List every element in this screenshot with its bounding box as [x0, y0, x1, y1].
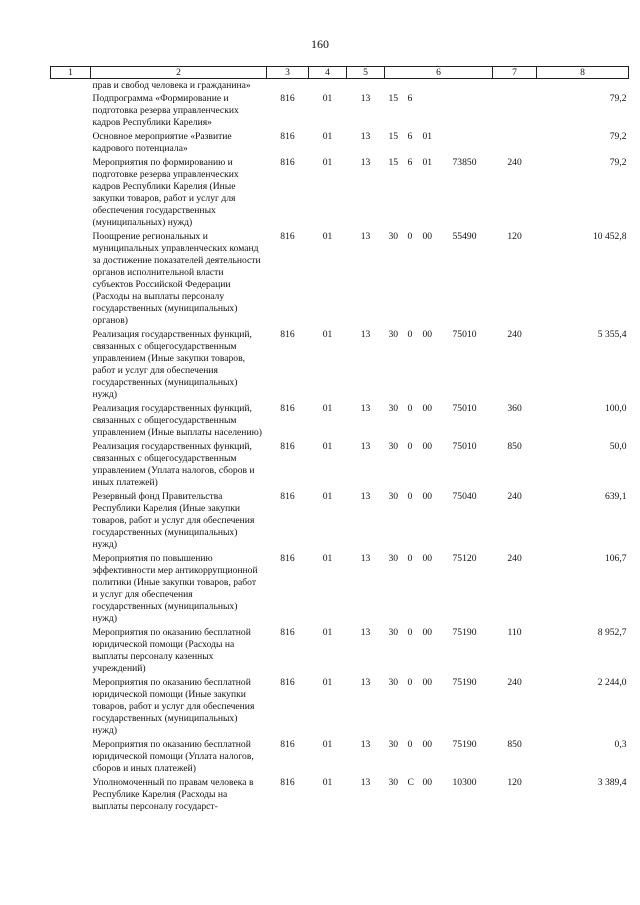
- cell-subsection: 13: [360, 441, 371, 452]
- cell-target-event: 00: [422, 329, 433, 340]
- col-header-3: 3: [267, 67, 309, 79]
- cell-target-event: 00: [422, 553, 433, 564]
- cell-target-direction: 75010: [452, 403, 477, 414]
- cell-name: Мероприятия по формированию и подготовке резерва управленческих кадров Республики Карелия (Иные закупки товаров, работ и услуг для обеспечения государственных (муниципальных) нужд): [92, 157, 239, 228]
- cell-name: Реализация государственных функций, связанных с общегосударственным управлением (Иные выплаты населению): [92, 403, 262, 438]
- cell-section: 01: [322, 403, 333, 414]
- cell-section: 01: [322, 157, 333, 168]
- cell-target-program: 30: [388, 231, 399, 242]
- table-row: [51, 677, 629, 739]
- cell-admin-code: 816: [280, 157, 295, 168]
- cell-amount: 106,7: [604, 553, 627, 564]
- table-row: [51, 131, 629, 157]
- cell-target-event: 01: [422, 131, 433, 142]
- cell-section: 01: [322, 93, 333, 104]
- table-row: [51, 491, 629, 553]
- cell-expense-type: [493, 93, 537, 131]
- cell-target-program: 15: [388, 157, 399, 168]
- cell-target-direction: 55490: [452, 231, 477, 242]
- cell-col1: [51, 627, 91, 677]
- header-row: [51, 67, 629, 79]
- cell-name: Реализация государственных функций, связанных с общегосударственным управлением (Иные закупки товаров, работ и услуг для обеспечения государственных (муниципальных) нужд): [92, 329, 252, 400]
- cell-subsection: 13: [360, 677, 371, 688]
- cell-subsection: 13: [360, 157, 371, 168]
- cell-target-event: 00: [422, 231, 433, 242]
- cell-subsection: 13: [360, 231, 371, 242]
- cell-target-event: 00: [422, 777, 433, 788]
- cell-amount: 50,0: [609, 441, 627, 452]
- cell-target-subprogram: 0: [407, 231, 413, 242]
- cell-target-event: 00: [422, 677, 433, 688]
- cell-expense-type: 360: [507, 403, 522, 414]
- cell-amount: 2 244,0: [597, 677, 627, 688]
- table-row: [51, 777, 629, 815]
- cell-target-program: 30: [388, 441, 399, 452]
- cell-admin-code: 816: [280, 777, 295, 788]
- cell-target-program: 30: [388, 329, 399, 340]
- cell-expense-type: 850: [507, 739, 522, 750]
- table-row: [51, 329, 629, 403]
- cell-section: 01: [322, 441, 333, 452]
- cell-name: Основное мероприятие «Развитие кадрового потенциала»: [92, 131, 232, 154]
- cell-target-direction: 75040: [452, 491, 477, 502]
- table-row: [51, 231, 629, 329]
- col-header-8: 8: [537, 67, 629, 79]
- cell-col1: [51, 231, 91, 329]
- cell-target-program: 30: [388, 491, 399, 502]
- cell-col1: [51, 777, 91, 815]
- cell-subsection: 13: [360, 403, 371, 414]
- table-row: [51, 93, 629, 131]
- cell-name: Резервный фонд Правительства Республики Карелия (Иные закупки товаров, работ и услуг для обеспечения государственных (муниципальных) нужд): [92, 491, 255, 550]
- cell-section: 01: [322, 627, 333, 638]
- cell-admin-code: 816: [280, 403, 295, 414]
- cell-target-program: 15: [388, 131, 399, 142]
- cell-section: 01: [322, 329, 333, 340]
- continuation-row: [51, 79, 629, 94]
- cell-admin-code: 816: [280, 329, 295, 340]
- cell-target-direction: 10300: [452, 777, 477, 788]
- col-header-2: 2: [91, 67, 267, 79]
- cell-amount: 79,2: [609, 157, 627, 168]
- cell-admin-code: 816: [280, 677, 295, 688]
- cell-amount: 79,2: [609, 93, 627, 104]
- cell-target-program: 30: [388, 739, 399, 750]
- cell-expense-type: 120: [507, 231, 522, 242]
- cell-name: Мероприятия по повышению эффективности мер антикоррупционной политики (Иные закупки товаров, работ и услуг для обеспечения государственных (муниципальных) нужд): [92, 553, 258, 624]
- cell-expense-type: 850: [507, 441, 522, 452]
- cell-target-event: 00: [422, 491, 433, 502]
- table-row: [51, 739, 629, 777]
- cell-target-direction: 75120: [452, 553, 477, 564]
- cell-admin-code: 816: [280, 491, 295, 502]
- cell-subsection: 13: [360, 491, 371, 502]
- cell-admin-code: 816: [280, 739, 295, 750]
- cell-admin-code: 816: [280, 553, 295, 564]
- cell-target-direction: 75190: [452, 739, 477, 750]
- cell-amount: 3 389,4: [597, 777, 627, 788]
- cell-target-subprogram: 6: [407, 131, 413, 142]
- page-number: 160: [311, 37, 329, 51]
- cell-section: 01: [322, 131, 333, 142]
- cell-target-subprogram: 0: [407, 677, 413, 688]
- cell-target-program: 15: [388, 93, 399, 104]
- cell-target-event: [423, 93, 447, 131]
- cell-subsection: 13: [360, 329, 371, 340]
- cell-target-direction: [447, 131, 493, 157]
- budget-table: [50, 66, 629, 815]
- cell-col1: [51, 157, 91, 231]
- cell-admin-code: 816: [280, 627, 295, 638]
- cell-target-program: 30: [388, 403, 399, 414]
- cell-subsection: 13: [360, 131, 371, 142]
- cell-target-direction: 75190: [452, 677, 477, 688]
- cell-target-program: 30: [388, 777, 399, 788]
- cell-expense-type: 240: [507, 491, 522, 502]
- cell-amount: 5 355,4: [597, 329, 627, 340]
- cell-target-direction: 75190: [452, 627, 477, 638]
- continuation-text: прав и свобод человека и гражданина»: [92, 80, 251, 91]
- cell-target-program: 30: [388, 677, 399, 688]
- cell-name: Подпрограмма «Формирование и подготовка резерва управленческих кадров Республики Карелия»: [92, 93, 239, 128]
- cell-amount: 100,0: [604, 403, 627, 414]
- table-row: [51, 157, 629, 231]
- cell-target-event: 01: [422, 157, 433, 168]
- cell-subsection: 13: [360, 627, 371, 638]
- cell-target-event: 00: [422, 627, 433, 638]
- table-row: [51, 627, 629, 677]
- cell-name: Поощрение региональных и муниципальных управленческих команд за достижение показателей деятельности органов исполнительной власти субъектов Российской Федерации (Расходы на выплаты персоналу государственных (муниципальных) органов): [92, 231, 261, 326]
- cell-name: Реализация государственных функций, связанных с общегосударственным управлением (Уплата налогов, сборов и иных платежей): [92, 441, 255, 488]
- cell-subsection: 13: [360, 739, 371, 750]
- table-row: [51, 403, 629, 441]
- cell-target-event: 00: [422, 739, 433, 750]
- cell-target-event: 00: [422, 441, 433, 452]
- cell-col1: [51, 491, 91, 553]
- cell-col1: [51, 93, 91, 131]
- cell-amount: 639,1: [604, 491, 627, 502]
- cell-col1: [51, 131, 91, 157]
- cell-subsection: 13: [360, 777, 371, 788]
- cell-section: 01: [322, 231, 333, 242]
- cell-admin-code: 816: [280, 231, 295, 242]
- col-header-7: 7: [493, 67, 537, 79]
- cell-target-subprogram: 0: [407, 627, 413, 638]
- cell-target-direction: [447, 93, 493, 131]
- cell-expense-type: [493, 131, 537, 157]
- cell-subsection: 13: [360, 93, 371, 104]
- cell-expense-type: 240: [507, 157, 522, 168]
- cell-name: Мероприятия по оказанию бесплатной юридической помощи (Уплата налогов, сборов и иных платежей): [92, 739, 254, 774]
- table-row: [51, 553, 629, 627]
- cell-section: 01: [322, 777, 333, 788]
- cell-section: 01: [322, 491, 333, 502]
- cell-target-subprogram: 0: [407, 553, 413, 564]
- cell-col1: [51, 403, 91, 441]
- cell-expense-type: 240: [507, 329, 522, 340]
- cell-target-event: 00: [422, 403, 433, 414]
- cell-target-direction: 73850: [452, 157, 477, 168]
- cell-target-subprogram: 0: [407, 403, 413, 414]
- col-header-1: 1: [51, 67, 91, 79]
- cell-subsection: 13: [360, 553, 371, 564]
- cell-admin-code: 816: [280, 131, 295, 142]
- cell-amount: 10 452,8: [592, 231, 627, 242]
- cell-target-subprogram: 0: [407, 739, 413, 750]
- cell-target-subprogram: С: [407, 777, 414, 788]
- cell-section: 01: [322, 677, 333, 688]
- col-header-4: 4: [309, 67, 347, 79]
- cell-expense-type: 240: [507, 677, 522, 688]
- cell-col1: [51, 739, 91, 777]
- cell-col1: [51, 553, 91, 627]
- cell-admin-code: 816: [280, 93, 295, 104]
- col-header-6: 6: [385, 67, 493, 79]
- cell-target-subprogram: 0: [407, 329, 413, 340]
- cell-target-direction: 75010: [452, 441, 477, 452]
- cell-target-subprogram: 6: [407, 93, 413, 104]
- cell-col1: [51, 441, 91, 491]
- cell-target-subprogram: 0: [407, 441, 413, 452]
- cell-expense-type: 110: [507, 627, 522, 638]
- cell-expense-type: 120: [507, 777, 522, 788]
- cell-target-program: 30: [388, 553, 399, 564]
- col-header-5: 5: [347, 67, 385, 79]
- cell-name: Мероприятия по оказанию бесплатной юридической помощи (Расходы на выплаты персоналу казенных учреждений): [92, 627, 251, 674]
- cell-expense-type: 240: [507, 553, 522, 564]
- cell-target-subprogram: 6: [407, 157, 413, 168]
- cell-amount: 0,3: [614, 739, 627, 750]
- cell-section: 01: [322, 739, 333, 750]
- cell-section: 01: [322, 553, 333, 564]
- cell-col1: [51, 677, 91, 739]
- cell-target-direction: 75010: [452, 329, 477, 340]
- cell-name: Уполномоченный по правам человека в Республике Карелия (Расходы на выплаты персоналу государст-: [92, 777, 254, 812]
- table-row: [51, 441, 629, 491]
- cell-target-subprogram: 0: [407, 491, 413, 502]
- cell-target-program: 30: [388, 627, 399, 638]
- cell-admin-code: 816: [280, 441, 295, 452]
- cell-col1: [51, 329, 91, 403]
- cell-name: Мероприятия по оказанию бесплатной юридической помощи (Иные закупки товаров, работ и услуг для обеспечения государственных (муниципальных) нужд): [92, 677, 255, 736]
- cell-amount: 8 952,7: [597, 627, 627, 638]
- cell-amount: 79,2: [609, 131, 627, 142]
